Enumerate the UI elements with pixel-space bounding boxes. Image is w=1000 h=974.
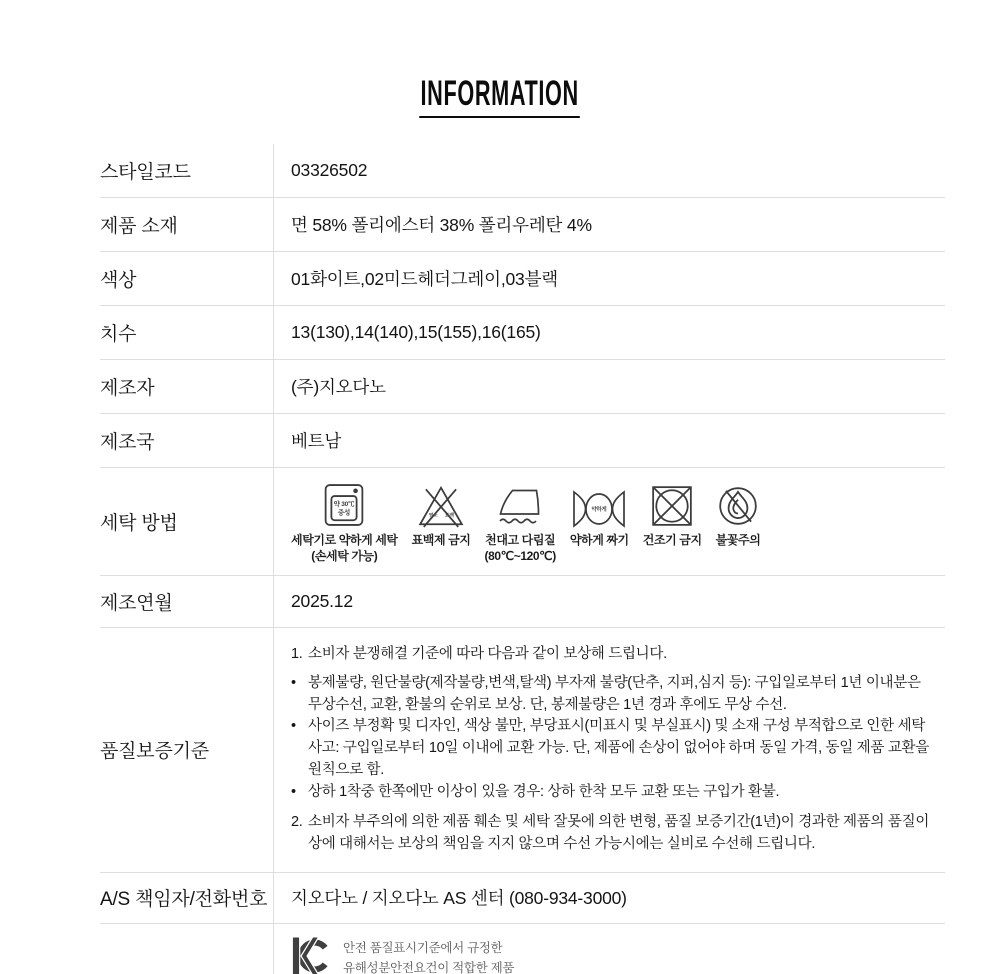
row-label: 제품 소재 xyxy=(100,216,178,237)
care-item-machine-wash xyxy=(291,478,398,564)
table-row-kc-certification xyxy=(100,924,945,974)
row-value: 베트남 xyxy=(273,414,945,467)
table-row-style-code xyxy=(100,144,945,198)
care-caption: 천대고 다림질 (80℃~120℃) xyxy=(484,533,556,563)
row-label: A/S 책임자/전화번호 xyxy=(100,889,268,911)
care-item-flame-caution xyxy=(716,478,761,549)
care-caption: 약하게 짜기 xyxy=(569,533,629,548)
table-row-care-instructions xyxy=(100,468,945,576)
warranty-item: • 봉제불량, 원단불량(제작불량,변색,탈색) 부자재 불량(단추, 지퍼,심지 등): 구입일로부터 1년 이내분은 무상수선, 교환, 환불의 순위로 보상. 단, 봉제불량은 1년 경과 후에도 무상 수선. xyxy=(291,674,921,713)
page-title: INFORMATION xyxy=(420,76,581,118)
care-item-no-tumble-dry xyxy=(643,478,702,549)
row-value: 2025.12 xyxy=(273,576,945,627)
row-label: 제조국 xyxy=(100,432,155,453)
kc-statement: 안전 품질표시기준에서 규정한 유해성분안전요건이 적합한 제품 xyxy=(343,941,515,974)
svg-text:약하게: 약하게 xyxy=(591,507,607,514)
row-label: 색상 xyxy=(100,270,137,291)
care-caption: 건조기 금지 xyxy=(642,533,702,548)
row-value: (주)지오다노 xyxy=(273,360,945,413)
care-caption: 세탁기로 약하게 세탁 (손세탁 가능) xyxy=(291,533,398,563)
machine-wash-icon xyxy=(323,478,365,528)
iron-cloth-icon xyxy=(495,478,545,528)
care-caption: 불꽃주의 xyxy=(715,533,761,548)
row-value: 지오다노 / 지오다노 AS 센터 (080-934-3000) xyxy=(273,873,945,923)
table-row-color xyxy=(100,252,945,306)
row-label: 스타일코드 xyxy=(100,162,191,183)
care-item-iron xyxy=(485,478,556,564)
row-value: 면 58% 폴리에스터 38% 폴리우레탄 4% xyxy=(273,198,945,251)
table-row-material xyxy=(100,198,945,252)
kc-mark-icon xyxy=(291,936,331,974)
table-row-as-contact xyxy=(100,873,945,924)
row-value: 13(130),14(140),15(155),16(165) xyxy=(273,306,945,359)
row-value: 01화이트,02미드헤더그레이,03블랙 xyxy=(273,252,945,305)
table-row-warranty xyxy=(100,628,945,873)
wring-gently-icon xyxy=(570,478,628,528)
warranty-item: 2. 소비자 부주의에 의한 제품 훼손 및 세탁 잘못에 의한 변형, 품질 보증기간(1년)이 경과한 제품의 품질이상에 대해서는 보상의 책임을 지지 않으며 수선 가능시에는 실비로 수선해 드립니다. xyxy=(291,814,930,852)
warranty-cell xyxy=(273,628,945,872)
care-icons-cell xyxy=(273,468,945,575)
row-value: 03326502 xyxy=(273,144,945,197)
care-item-no-bleach xyxy=(412,478,471,549)
kc-box xyxy=(291,936,514,974)
warranty-item: • 사이즈 부정확 및 디자인, 색상 불만, 부당표시(미표시 및 부실표시) 및 소재 구성 부적합으로 인한 세탁 사고: 구입일로부터 10일 이내에 교환 가능. 단, 제품에 손상이 없어야 하며 동일 가격, 동일 제품 교환을 원칙으로 함. xyxy=(291,718,929,778)
care-icon-strip xyxy=(291,468,760,574)
kc-cell xyxy=(273,924,945,974)
table-row-manufacture-date xyxy=(100,576,945,628)
no-bleach-icon xyxy=(417,478,465,528)
product-info-table xyxy=(100,144,945,974)
table-row-size xyxy=(100,306,945,360)
row-label: 제조자 xyxy=(100,378,155,399)
row-label: 치수 xyxy=(100,324,137,345)
svg-text:표백: 표백 xyxy=(444,513,454,519)
warranty-item: 1. 소비자 분쟁해결 기준에 따라 다음과 같이 보상해 드립니다. xyxy=(291,646,667,662)
no-tumble-dry-icon xyxy=(650,478,694,528)
page-header xyxy=(0,0,1000,118)
care-item-wring xyxy=(570,478,629,549)
table-row-manufacturer xyxy=(100,360,945,414)
flame-caution-icon xyxy=(716,478,760,528)
svg-text:염소: 염소 xyxy=(428,513,438,519)
care-caption: 표백제 금지 xyxy=(411,533,471,548)
table-row-country xyxy=(100,414,945,468)
svg-text:약 30℃: 약 30℃ xyxy=(333,501,355,509)
row-label: 세탁 방법 xyxy=(100,513,178,534)
svg-text:중성: 중성 xyxy=(338,509,351,517)
row-label: 제조연월 xyxy=(100,593,173,614)
warranty-list xyxy=(291,628,935,872)
row-label: 품질보증기준 xyxy=(100,741,209,763)
warranty-item: • 상하 1착중 한쪽에만 이상이 있을 경우: 상하 한착 모두 교환 또는 구입가 환불. xyxy=(291,783,780,800)
